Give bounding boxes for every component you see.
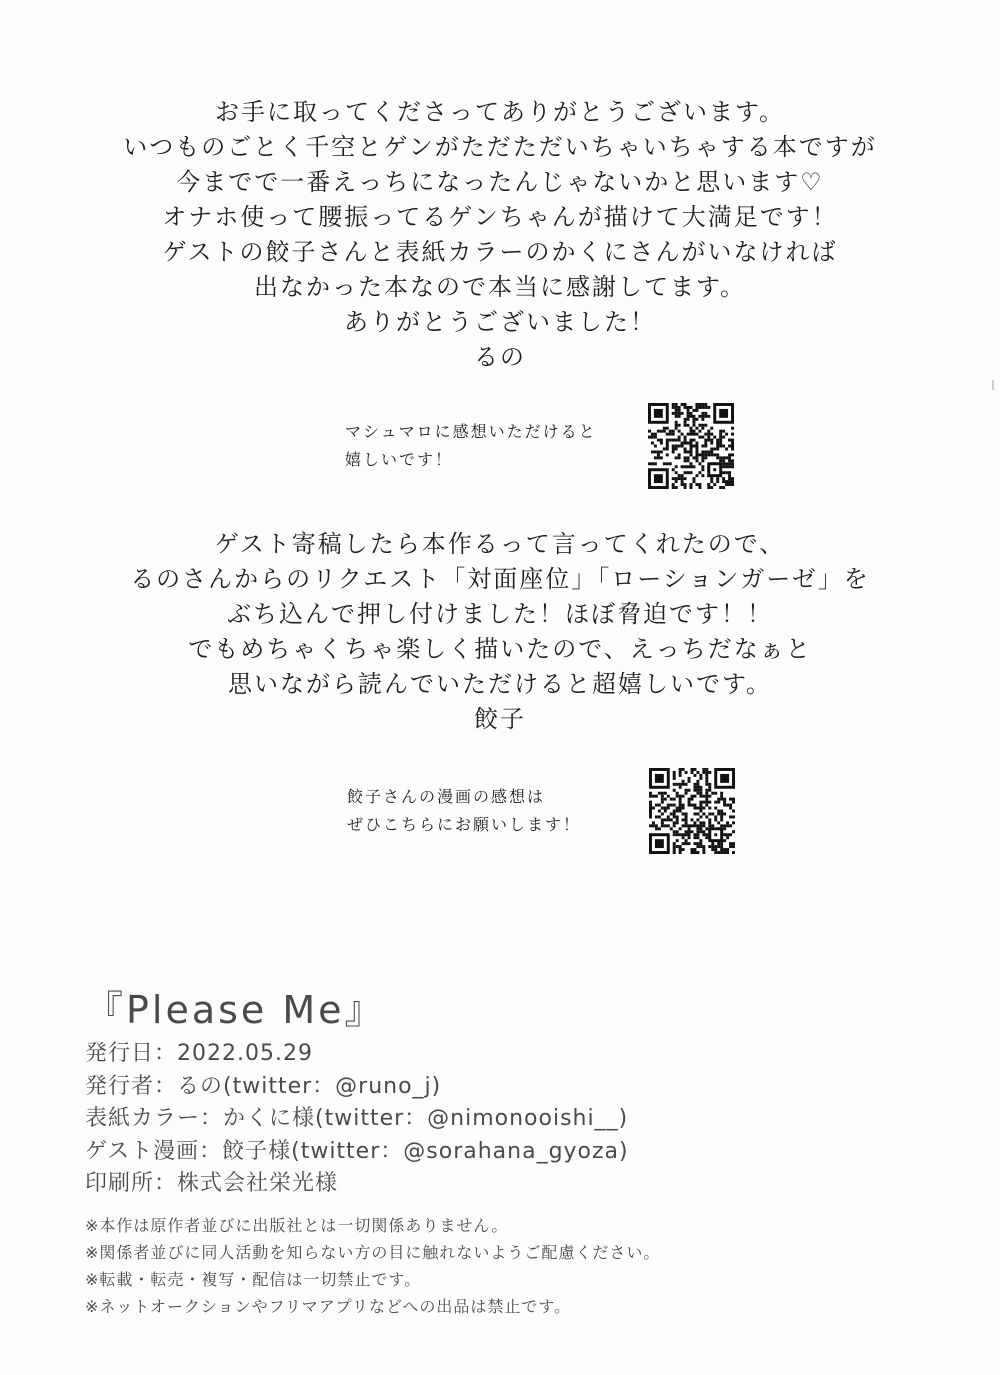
guest-line: ぶち込んで押し付けました！ほぼ脅迫です！！ [227,600,773,628]
qr-caption-line: マシュマロに感想いただけると [345,422,597,441]
guest-manga-credit: ゲスト漫画：餃子様(twitter：@sorahana_gyoza) [85,1138,629,1164]
publisher: 発行者：るの(twitter：@runo_j) [85,1073,442,1099]
afterword-line: ありがとうございました！ [344,308,656,336]
qr-code-icon[interactable] [649,768,735,854]
qr-caption-line: ぜひこちらにお願いします！ [347,815,582,834]
notice-line: ※ネットオークションやフリマアプリなどへの出品は禁止です。 [85,1297,572,1316]
scan-mark [992,380,994,390]
guest-line: でもめちゃくちゃ楽しく描いたので、えっちだなぁと [188,635,812,663]
afterword-line: ゲストの餃子さんと表紙カラーのかくにさんがいなければ [162,238,838,266]
notices [85,1212,660,1320]
author-afterword [0,95,1000,375]
guest-line: ゲスト寄稿したら本作るって言ってくれたので、 [214,530,786,558]
cover-color-credit: 表紙カラー：かくに様(twitter：@nimonooishi__) [85,1106,629,1131]
author-signature: るの [474,343,526,371]
qr-caption-line: 嬉しいです！ [345,450,454,469]
qr-code-icon[interactable] [648,403,734,489]
afterword-line: いつものごとく千空とゲンがただただいちゃいちゃする本ですが [123,133,877,161]
notice-line: ※転載・転売・複写・配信は一切禁止です。 [85,1270,422,1289]
printer: 印刷所：株式会社栄光様 [85,1171,339,1196]
publish-date: 発行日：2022.05.29 [85,1041,313,1066]
colophon [85,988,629,1201]
notice-line: ※関係者並びに同人活動を知らない方の目に触れないようご配慮ください。 [85,1243,661,1262]
afterword-line: 今までで一番えっちになったんじゃないかと思います♡ [176,168,824,196]
afterword-line: 出なかった本なので本当に感謝してます。 [253,273,747,301]
book-title: 『Please Me』 [85,988,386,1032]
notice-line: ※本作は原作者並びに出版社とは一切関係ありません。 [85,1216,509,1235]
guest-signature: 餃子 [474,705,526,733]
marshmallow-qr-caption [345,418,597,474]
qr-caption-line: 餃子さんの漫画の感想は [347,787,546,806]
guest-afterword [0,527,1000,737]
guest-qr-caption [347,783,581,839]
afterword-line: お手に取ってくださってありがとうございます。 [214,98,786,126]
afterword-line: オナホ使って腰振ってるゲンちゃんが描けて大満足です！ [162,203,838,231]
guest-line: るのさんからのリクエスト「対面座位」「ローションガーゼ」を [130,565,870,593]
guest-line: 思いながら読んでいただけると超嬉しいです。 [227,670,773,698]
